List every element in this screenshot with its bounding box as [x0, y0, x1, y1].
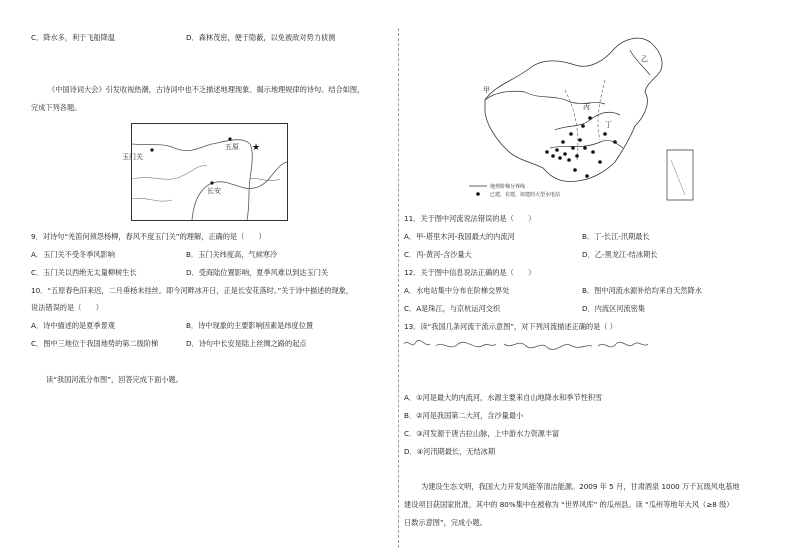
q10-option-a: A．诗中描述的是夏季景观	[31, 321, 115, 330]
legend-stations: 已建、在建、拟建的大型水电站	[490, 192, 561, 198]
poetry-intro-cont: 完成下列各题。	[31, 103, 82, 112]
q11-option-a: A．甲-塔里木河-我国最大的内流河	[404, 232, 515, 241]
river-map-intro: 读“我国河流分布图”，回答完成下面小题。	[46, 375, 183, 384]
label-yi: 乙	[641, 55, 648, 63]
q12-option-c: C．A是珠江，与京杭运河交织	[404, 304, 501, 313]
changan-marker	[210, 181, 213, 184]
question-12: 12．关于图中信息说法正确的是（ ）	[404, 268, 536, 277]
q9-option-b: B．玉门关纬度高，气候寒冷	[186, 250, 278, 259]
q10-option-c: C．图中三地位于我国地势的第二级阶梯	[31, 339, 159, 348]
label-yumenguan: 玉门关	[122, 153, 143, 161]
wind-energy-passage-line3: 日数示意图”，完成小题。	[404, 518, 487, 527]
q8-option-d: D．森林茂密，便于隐蔽，以免被敌对势力侦测	[186, 33, 336, 42]
legend-boundary: 地势阶梯分界线	[490, 184, 526, 190]
q9-option-d: D．受海陆位置影响，夏季风难以到达玉门关	[186, 268, 329, 277]
poetry-map	[122, 123, 288, 221]
wind-energy-passage-line1: 为建设生态文明，我国大力开发风能等清洁能源。2009 年 5 月，甘肃酒泉 1000 万千瓦级风电基地	[421, 482, 740, 491]
q11-option-c: C．丙-黄河-含沙量大	[404, 250, 472, 259]
column-divider	[398, 28, 399, 548]
q10-option-d: D．诗句中长安是陆上丝绸之路的起点	[186, 339, 307, 348]
question-9: 9．对诗句“羌笛何须怨杨柳，春风不度玉门关”的理解，正确的是（ ）	[31, 232, 266, 241]
label-changan: 长安	[207, 187, 221, 195]
river-mainstream-sketches	[400, 334, 650, 364]
label-wuyuan: 五原	[225, 143, 239, 151]
q13-option-c: C．③河发源于唐古拉山脉，上中游水力资源丰富	[404, 429, 560, 438]
q12-option-d: D．内流区河流密集	[582, 304, 646, 313]
question-10: 10．“五原春色旧来迟，二月垂杨未挂丝。即今河畔冰开日，正是长安花落时。”关于诗中描述的现象，	[31, 286, 354, 295]
q12-option-a: A．水电站集中分布在阶梯交界处	[404, 286, 510, 295]
label-jia: 甲	[483, 86, 490, 94]
label-bing: 丙	[583, 103, 590, 111]
wind-energy-passage-line2: 建设项目获国家批准，其中的 80%集中在被称为 “世界风库” 的瓜州县。读 “瓜州等地年大风（≥8 级）	[404, 500, 734, 509]
river-sketch-drawing	[400, 334, 650, 364]
q10-option-b: B．诗中现象的主要影响因素是纬度位置	[186, 321, 314, 330]
q13-option-a: A．①河是最大的内流河，水源主要来自山地降水和季节性积雪	[404, 393, 603, 402]
china-river-map	[465, 30, 695, 208]
question-13: 13．读“我国几条河流干流示意图”，对下列河流描述正确的是（ ）	[404, 322, 617, 331]
wuyuan-marker	[228, 137, 231, 140]
capital-star-icon: ★	[252, 143, 261, 153]
q8-option-c: C．降水多，利于飞船降温	[31, 33, 116, 42]
yumenguan-marker	[150, 148, 153, 151]
q11-option-d: D．乙-黑龙江-结冰期长	[582, 250, 658, 259]
question-10-cont: 说法错误的是（ ）	[31, 303, 103, 312]
question-11: 11．关于图中河流说法错误的是（ ）	[404, 214, 536, 223]
china-map-drawing	[465, 30, 695, 208]
poetry-intro: 《中国诗词大会》引发收视热潮，古诗词中也不乏描述地理现象、揭示地理规律的诗句。结合如图，	[48, 85, 365, 94]
q11-option-b: B．丁-长江-汛期最长	[582, 232, 650, 241]
q9-option-c: C．玉门关以西绝无太量柳树生长	[31, 268, 137, 277]
q13-option-b: B．②河是我国第二大河，含沙量最小	[404, 411, 524, 420]
q13-option-d: D．④河汛期最长，无结冰期	[404, 447, 496, 456]
poetry-map-drawing	[132, 124, 287, 220]
label-ding: 丁	[605, 121, 612, 129]
q12-option-b: B．图中河流水源补给均来自天然降水	[582, 286, 702, 295]
q9-option-a: A．玉门关不受冬季风影响	[31, 250, 115, 259]
